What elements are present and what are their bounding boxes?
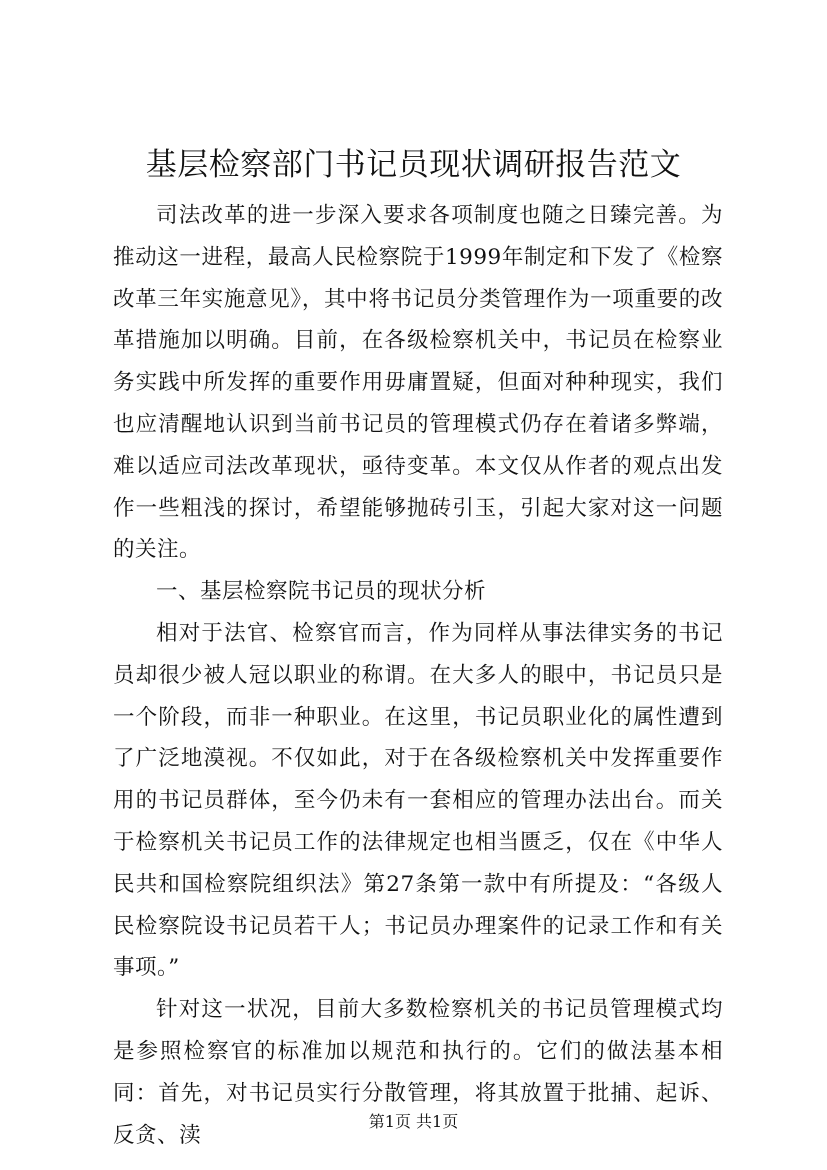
section-heading: 一、基层检察院书记员的现状分析: [156, 579, 487, 605]
paragraph-status: 相对于法官、检察官而言，作为同样从事法律实务的书记员却很少被人冠以职业的称谓。在大多人的眼中，书记员只是一个阶段，而非一种职业。在这里，书记员职业化的属性遭到了广泛地漠视。不仅如此，对于在各级检察机关中发挥重要作用的书记员群体，至今仍未有一套相应的管理办法出台。而关于检察机关书记员工作的法律规定也相当匮乏，仅在《中华人民共和国检察院组织法》第27条第一款中有所提及：“各级人民检察院设书记员若干人；书记员办理案件的记录工作和有关事项。”: [113, 620, 723, 981]
page-footer: 第1页 共1页: [368, 1112, 459, 1131]
document-body: [113, 195, 723, 1156]
paragraph-intro: 司法改革的进一步深入要求各项制度也随之日臻完善。为推动这一进程，最高人民检察院于1999年制定和下发了《检察改革三年实施意见》，其中将书记员分类管理作为一项重要的改革措施加以明确。目前，在各级检察机关中，书记员在检察业务实践中所发挥的重要作用毋庸置疑，但面对种种现实，我们也应清醒地认识到当前书记员的管理模式仍存在着诸多弊端，难以适应司法改革现状，亟待变革。本文仅从作者的观点出发作一些粗浅的探讨，希望能够抛砖引玉，引起大家对这一问题的关注。: [113, 203, 723, 563]
document-title: 基层检察部门书记员现状调研报告范文: [145, 147, 682, 183]
paragraph-management: 针对这一状况，目前大多数检察机关的书记员管理模式均是参照检察官的标准加以规范和执行的。它们的做法基本相同：首先，对书记员实行分散管理，将其放置于批捕、起诉、反贪、渎: [113, 997, 723, 1148]
